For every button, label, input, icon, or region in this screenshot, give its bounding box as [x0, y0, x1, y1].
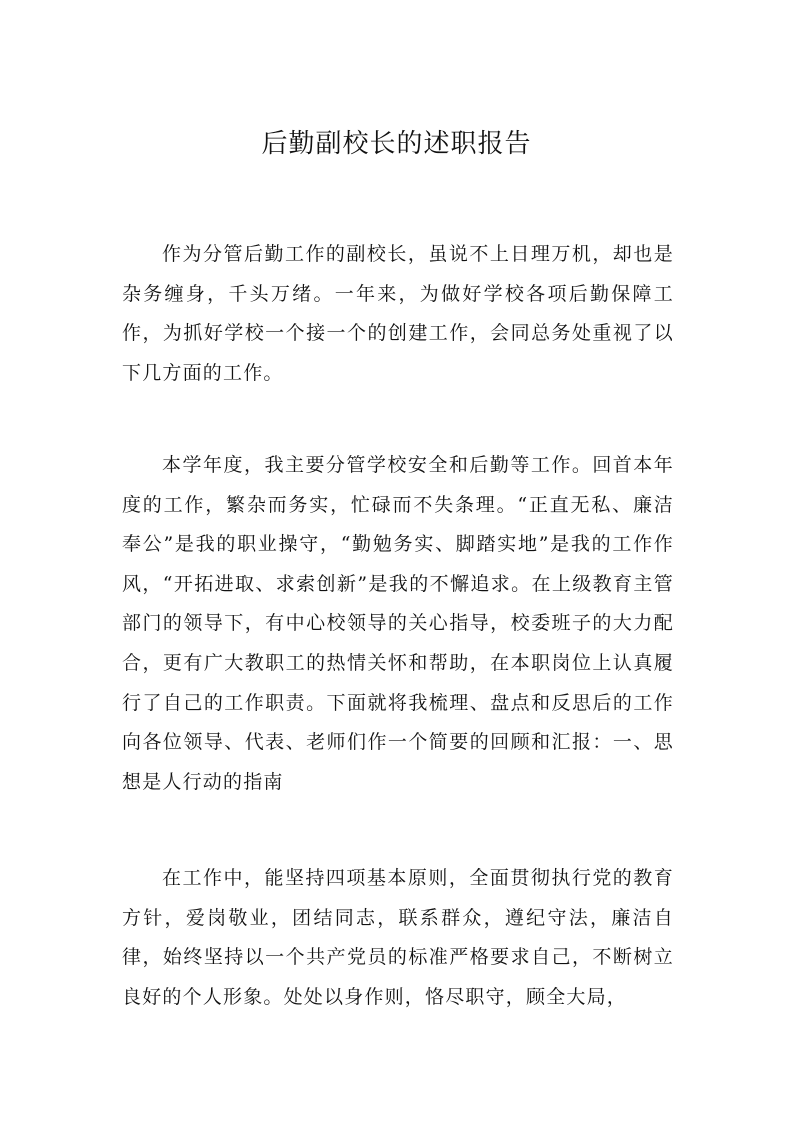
paragraph-2: 本学年度，我主要分管学校安全和后勤等工作。回首本年度的工作，繁杂而务实，忙碌而不失条理。“正直无私、廉洁奉公”是我的职业操守，“勤勉务实、脚踏实地”是我的工作作风，“开拓进取、求索创新”是我的不懈追求。在上级教育主管部门的领导下，有中心校领导的关心指导，校委班子的大力配合，更有广大教职工的热情关怀和帮助，在本职岗位上认真履行了自己的工作职责。下面就将我梳理、盘点和反思后的工作向各位领导、代表、老师们作一个简要的回顾和汇报：一、思想是人行动的指南: [122, 454, 674, 793]
page-title: 后勤副校长的述职报告: [261, 129, 532, 159]
paragraph-1: 作为分管后勤工作的副校长，虽说不上日理万机，却也是杂务缠身，千头万绪。一年来，为做好学校各项后勤保障工作，为抓好学校一个接一个的创建工作，会同总务处重视了以下几方面的工作。: [122, 243, 674, 384]
paragraph-3: 在工作中，能坚持四项基本原则，全面贯彻执行党的教育方针，爱岗敬业，团结同志，联系群众，遵纪守法，廉洁自律，始终坚持以一个共产党员的标准严格要求自己，不断树立良好的个人形象。处处以身作则，恪尽职守，顾全大局，: [122, 867, 674, 1008]
